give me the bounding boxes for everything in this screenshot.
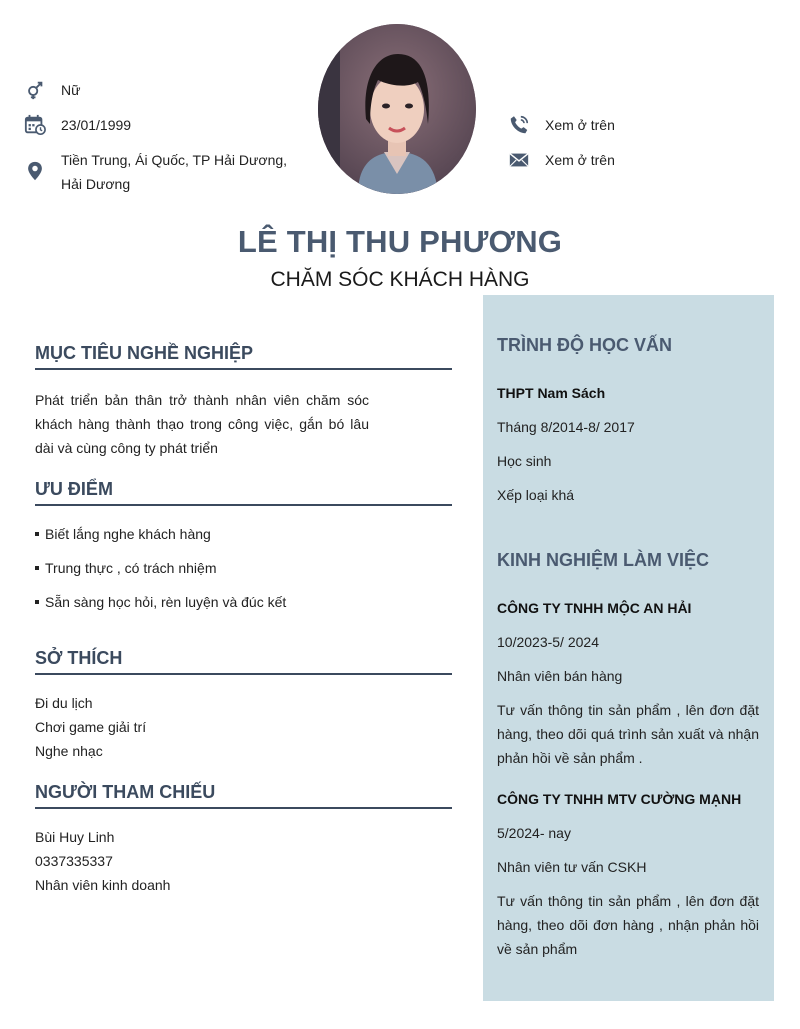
bullet-icon [35,566,39,570]
phone-row [508,113,615,137]
job-period: 10/2023-5/ 2024 [497,634,599,650]
job-description [497,889,759,961]
reference-phone: 0337335337 [35,853,113,869]
objective-title: MỤC TIÊU NGHỀ NGHIỆP [35,343,254,363]
hobbies-title: SỞ THÍCH [35,648,123,668]
gender-text: Nữ [61,82,81,98]
birthdate-text: 23/01/1999 [61,117,132,133]
hobby-item: Nghe nhạc [35,743,103,759]
hobbies-divider [35,673,452,675]
job-company: CÔNG TY TNHH MTV CƯỜNG MẠNH [497,791,742,807]
location-pin-icon [24,160,46,182]
job-desc-line: hàng, theo dõi quá trình sản xuất và nhận [497,726,759,742]
references-title: NGƯỜI THAM CHIẾU [35,782,216,802]
strength-item [35,556,216,580]
address-line-1: Tiền Trung, Ái Quốc, TP Hải Dương, [61,152,288,168]
birthdate-row [24,113,131,137]
gender-icon [24,79,46,101]
email-row [508,148,615,172]
profile-photo [318,24,476,194]
strength-item [35,590,286,614]
objective-line-3: dài và cùng công ty phát triển [35,440,218,456]
education-period: Tháng 8/2014-8/ 2017 [497,419,635,435]
job-desc-line: Tư vấn thông tin sản phẩm , lên đơn đặt [497,893,759,909]
candidate-name: LÊ THỊ THU PHƯƠNG [237,224,563,259]
references-divider [35,807,452,809]
strengths-divider [35,504,452,506]
strength-text: Sẵn sàng học hỏi, rèn luyện và đúc kết [45,594,287,610]
bullet-icon [35,532,39,536]
job-desc-line: hàng, theo dõi đơn hàng , nhận phản hồi [497,917,759,933]
job-company: CÔNG TY TNHH MỘC AN HẢI [497,600,692,616]
hobby-item: Chơi game giải trí [35,719,147,735]
job-desc-line: Tư vấn thông tin sản phẩm , lên đơn đặt [497,702,759,718]
education-grade: Xếp loại khá [497,487,575,503]
calendar-icon [24,114,46,136]
phone-text: Xem ở trên [545,117,615,133]
job-position: Nhân viên tư vấn CSKH [497,859,647,875]
strength-text: Biết lắng nghe khách hàng [45,526,211,542]
education-title: TRÌNH ĐỘ HỌC VẤN [497,335,672,355]
job-description [497,698,759,770]
hobby-item: Đi du lịch [35,695,93,711]
phone-icon [508,114,530,136]
email-text: Xem ở trên [545,152,615,168]
strength-item [35,522,211,546]
objective-line-1: Phát triển bản thân trở thành nhân viên chăm sóc [35,392,369,408]
envelope-icon [508,149,530,171]
candidate-role: CHĂM SÓC KHÁCH HÀNG [270,268,530,291]
address-line-2: Hải Dương [61,176,131,192]
education-school: THPT Nam Sách [497,385,606,401]
objective-divider [35,368,452,370]
experience-title: KINH NGHIỆM LÀM VIỆC [497,550,710,570]
address-row [24,148,287,196]
gender-row [24,78,80,102]
strength-text: Trung thực , có trách nhiệm [45,560,217,576]
job-period: 5/2024- nay [497,825,571,841]
objective-line-2: khách hàng thành thạo trong công việc, gắn bó lâu [35,416,369,432]
job-desc-line: phản hồi về sản phẩm . [497,750,643,766]
reference-position: Nhân viên kinh doanh [35,877,171,893]
reference-name: Bùi Huy Linh [35,829,115,845]
education-status: Học sinh [497,453,552,469]
objective-text [35,388,369,460]
job-position: Nhân viên bán hàng [497,668,623,684]
bullet-icon [35,600,39,604]
job-desc-line: về sản phẩm [497,941,578,957]
strengths-title: ƯU ĐIỂM [35,479,113,499]
